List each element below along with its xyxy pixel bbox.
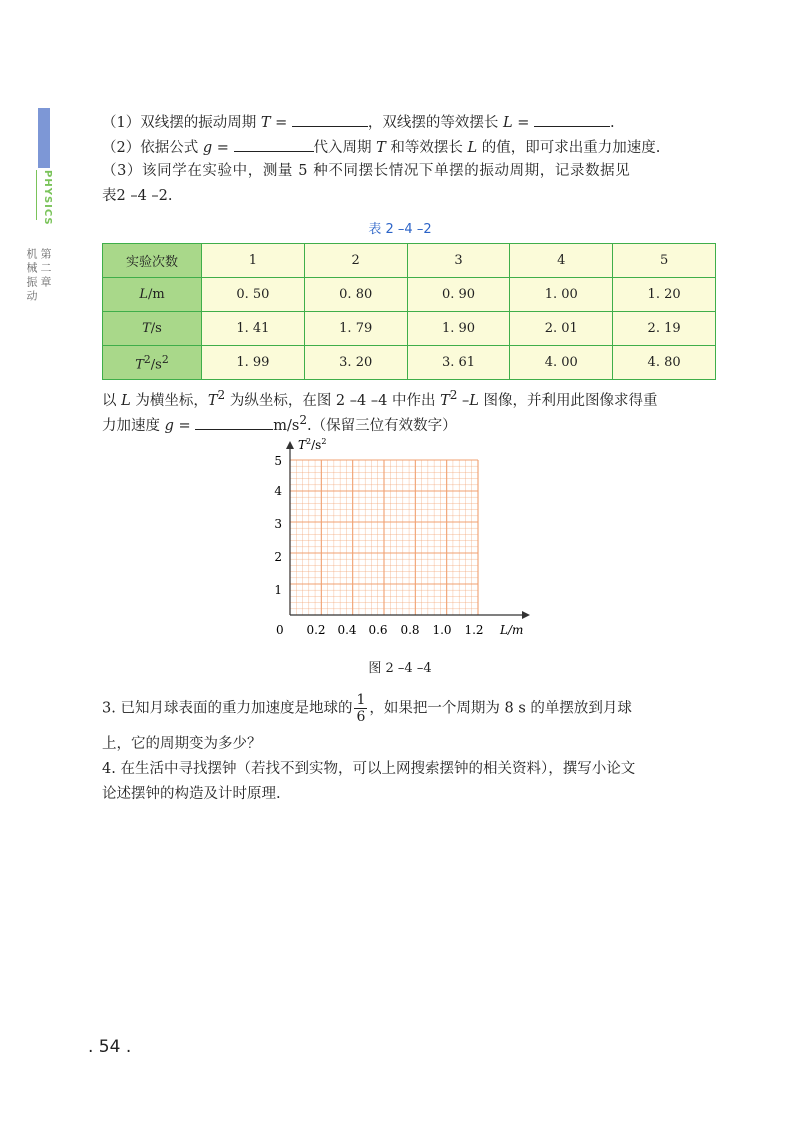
row-label-period-squared: $T^2/s^2$ — [103, 346, 202, 380]
x-axis-arrow — [522, 611, 530, 619]
instruction-line-1: 以 L 为横坐标，$T^2$ 为纵坐标，在图 2 –4 –4 中作出 $T^2$ –L 图像，并利用此图像求得重 — [102, 388, 658, 409]
fraction-one-sixth: $\frac{1}{6}$ — [356, 692, 366, 725]
table-row — [103, 312, 716, 346]
chapter-number: 第二章 — [39, 248, 52, 290]
question-moon-line-1: 3. 已知月球表面的重力加速度是地球的 $\frac{1}{6}$ ，如果把一个周期为 8 s 的单摆放到月球 — [102, 692, 632, 725]
x-tick-label: 0.8 — [400, 623, 420, 637]
table-cell: 1. 00 — [510, 278, 613, 312]
table-row — [103, 278, 716, 312]
table-cell: 1. 41 — [202, 312, 305, 346]
table-cell: 3. 20 — [304, 346, 407, 380]
table-cell: 0. 50 — [202, 278, 305, 312]
sidebar-chapter — [25, 248, 52, 316]
blank-formula[interactable] — [234, 135, 314, 152]
question-clock-line-1: 4. 在生活中寻找摆钟（若找不到实物，可以上网搜索摆钟的相关资料），撰写小论文 — [102, 761, 636, 777]
chapter-title: 机械振动 — [25, 248, 38, 304]
table-cell: 0. 80 — [304, 278, 407, 312]
row-label-length: L/m — [103, 278, 202, 312]
table-cell: 2. 19 — [613, 312, 716, 346]
y-axis-arrow — [286, 441, 294, 449]
table-header-row — [103, 244, 716, 278]
x-tick-label: 0.4 — [337, 623, 357, 637]
header-col: 3 — [407, 244, 510, 278]
header-col: 4 — [510, 244, 613, 278]
page-number: . 54 . — [88, 1037, 132, 1057]
figure-caption: 图 2 –4 –4 — [368, 661, 432, 676]
question-3-line-1: （3）该同学在实验中，测量 5 种不同摆长情况下单摆的振动周期，记录数据见 — [102, 163, 631, 179]
x-axis-label: L/m — [500, 623, 524, 637]
y-tick-label: 2 — [274, 550, 282, 564]
table-cell: 4. 00 — [510, 346, 613, 380]
question-clock-line-2: 论述摆钟的构造及计时原理. — [102, 786, 281, 802]
table-cell: 2. 01 — [510, 312, 613, 346]
table-cell: 0. 90 — [407, 278, 510, 312]
y-tick-label: 5 — [274, 454, 282, 468]
table-cell: 1. 90 — [407, 312, 510, 346]
table-row — [103, 346, 716, 380]
data-table — [102, 243, 716, 380]
question-2: （2）依据公式 g = 代入周期 T 和等效摆长 L 的值，即可求出重力加速度. — [102, 135, 660, 159]
y-axis-label: $T^2/s^2$ — [298, 437, 327, 452]
instruction-line-2: 力加速度 $g = m/s^2$.（保留三位有效数字） — [102, 413, 457, 434]
question-3-line-2: 表2 –4 –2. — [102, 188, 173, 204]
y-tick-label: 4 — [274, 484, 282, 498]
graph-paper — [262, 437, 542, 642]
y-tick-label: 3 — [274, 517, 282, 531]
sidebar-color-bar — [38, 108, 50, 168]
header-label: 实验次数 — [103, 244, 202, 278]
table-cell: 1. 79 — [304, 312, 407, 346]
header-col: 1 — [202, 244, 305, 278]
x-tick-label: 0.6 — [368, 623, 388, 637]
blank-period[interactable] — [292, 110, 368, 127]
origin-label: 0 — [276, 623, 284, 637]
row-label-period: T/s — [103, 312, 202, 346]
table-cell: 1. 99 — [202, 346, 305, 380]
table-caption: 表 2 –4 –2 — [368, 222, 432, 237]
header-col: 2 — [304, 244, 407, 278]
question-moon-line-2: 上，它的周期变为多少？ — [102, 736, 262, 752]
y-tick-label: 1 — [274, 583, 282, 597]
table-cell: 4. 80 — [613, 346, 716, 380]
x-tick-label: 0.2 — [306, 623, 326, 637]
x-tick-label: 1.2 — [464, 623, 484, 637]
question-1: （1）双线摆的振动周期 T = ，双线摆的等效摆长 L = . — [102, 110, 615, 134]
header-col: 5 — [613, 244, 716, 278]
sidebar-physics-label: PHYSICS — [36, 170, 53, 220]
table-cell: 3. 61 — [407, 346, 510, 380]
x-tick-label: 1.0 — [432, 623, 452, 637]
blank-gravity[interactable] — [195, 413, 273, 430]
blank-length[interactable] — [534, 110, 610, 127]
grid-major — [290, 460, 478, 615]
table-cell: 1. 20 — [613, 278, 716, 312]
